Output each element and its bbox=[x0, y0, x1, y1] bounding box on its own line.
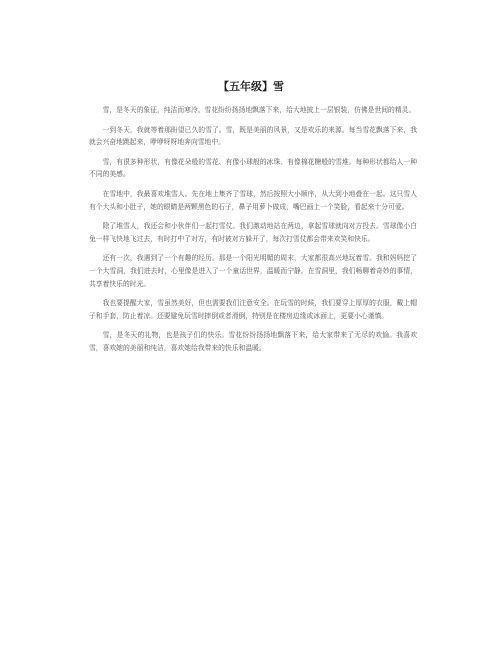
paragraph-7: 我也要提醒大家，雪虽然美好，但也需要我们注意安全。在玩雪的时候，我们要穿上厚厚的衣服，戴上帽子和手套，防止着凉。还要避免玩雪时摔倒或者滑倒，特别是在楼房边缘或冰面上，更要小心谨慎。 bbox=[89, 299, 417, 320]
paragraph-8: 雪，是冬天的礼物，也是孩子们的快乐。雪花纷纷扬扬地飘落下来，给大家带来了无尽的欢愉。我喜欢雪，喜欢她的美丽和纯洁，喜欢她给我带来的快乐和温暖。 bbox=[89, 331, 417, 352]
paragraph-5: 除了堆雪人，我还会和小伙伴们一起打雪仗。我们激动地站在两边，拿起雪球就向对方投去。雪球像小白兔一样飞快地飞过去，有时打中了对方，有时被对方躲开了，每次打雪仗都会带来欢笑和快乐。 bbox=[89, 222, 417, 243]
document-title: 【五年级】雪 bbox=[218, 80, 284, 93]
document-body bbox=[89, 104, 417, 362]
paragraph-1: 雪，是冬天的象征，纯洁而寒冷。雪花纷纷扬扬地飘落下来，给大地披上一层银装，仿佛是世间的精灵。 bbox=[102, 106, 416, 114]
paragraph-3: 雪，有很多种形状，有像花朵般的雪花、有像小球般的冰珠、有像棉花糖般的雪堆。每种形状都给人一种不同的美感。 bbox=[89, 157, 417, 179]
paragraph-6: 还有一次，我遇到了一个有趣的经历。那是一个阳光明媚的周末，大家都很高兴地玩着雪。我和妈妈挖了一个大雪洞，我们进去时，心里像是进入了一个童话世界，温暖而宁静。在雪洞里，我们畅聊着奇妙的事情，共享着快乐的时光。 bbox=[89, 254, 417, 288]
paragraph-2: 一到冬天，我就等着那盼望已久的雪了。雪，既是美丽的风景，又是欢乐的来源。每当雪花飘落下来，我就会兴奋地跳起来，咿咿呀呀地奔向雪地中。 bbox=[89, 125, 417, 147]
paragraph-4: 在雪地中，我最喜欢堆雪人。先在地上集齐了雪球，然后按照大小顺序，从大到小地叠在一起。这只雪人有个大头和小肚子，她的眼睛是两颗黑色的石子，鼻子用萝卜做成，嘴巴画上一个笑脸，看起来十分可爱。 bbox=[89, 189, 417, 211]
